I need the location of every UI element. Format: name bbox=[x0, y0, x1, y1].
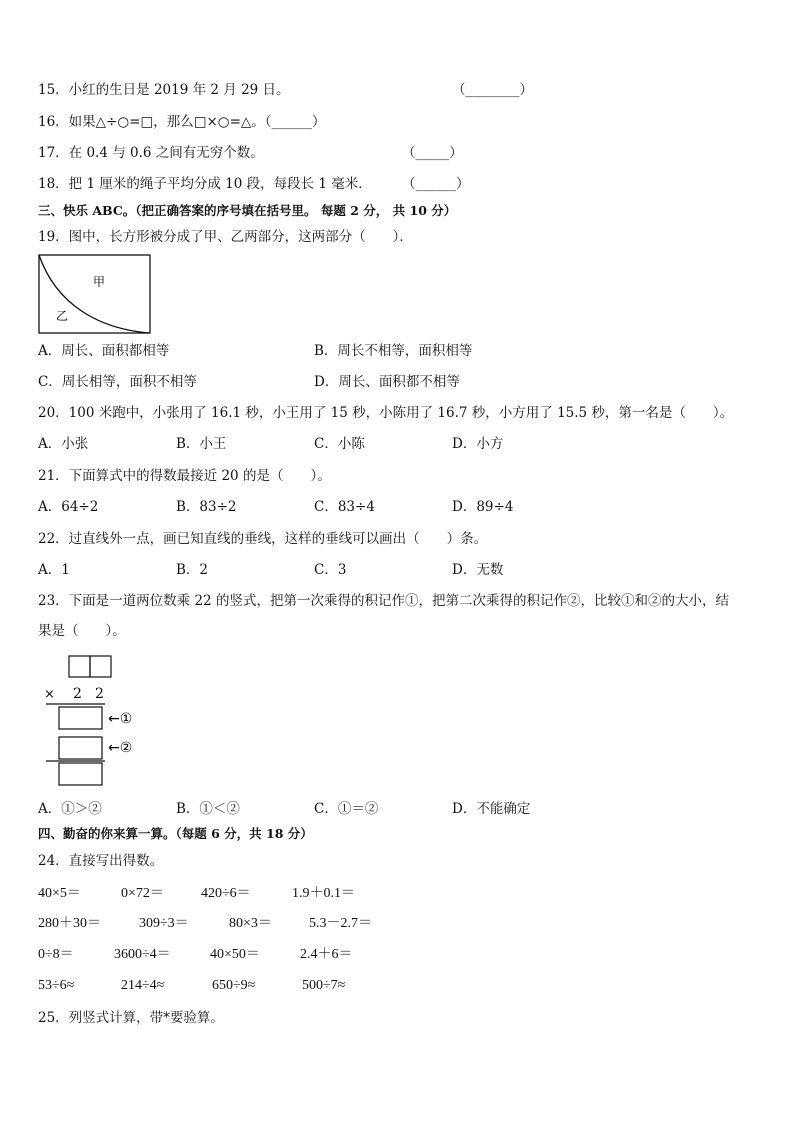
arrow-label-1: ←① bbox=[108, 711, 133, 727]
q17-answer-blank[interactable]: （_____） bbox=[402, 145, 463, 161]
q23-option-a[interactable]: A．①＞② bbox=[38, 801, 102, 817]
q17-text: 17．在 0.4 与 0.6 之间有无穷个数。 bbox=[38, 145, 264, 161]
calc-item: 214÷4≈ bbox=[121, 978, 165, 993]
calc-item: 3600÷4＝ bbox=[114, 947, 171, 962]
calc-item: 650÷9≈ bbox=[212, 978, 256, 993]
q22-option-a[interactable]: A．1 bbox=[38, 562, 70, 578]
q19-option-a[interactable]: A．周长、面积都相等 bbox=[38, 343, 170, 359]
digit-box-ones bbox=[90, 656, 111, 677]
q18-text: 18．把 1 厘米的绳子平均分成 10 段，每段长 1 毫米． bbox=[38, 176, 372, 192]
label-yi: 乙 bbox=[56, 309, 69, 323]
calc-item: 280＋30＝ bbox=[38, 916, 101, 931]
q23-option-d[interactable]: D．不能确定 bbox=[452, 801, 531, 817]
partial-product-2-box bbox=[59, 737, 102, 759]
partial-product-1-box bbox=[59, 707, 102, 729]
q16-text: 16．如果△÷○=□，那么□×○=△。（______） bbox=[38, 114, 326, 130]
arrow-label-2: ←② bbox=[108, 740, 133, 756]
q22-option-b[interactable]: B．2 bbox=[176, 562, 209, 578]
digit-box-tens bbox=[69, 656, 90, 677]
calc-item: 1.9＋0.1＝ bbox=[292, 886, 355, 901]
q23-stem-line2: 果是（ ）。 bbox=[38, 623, 126, 639]
calc-item: 40×5＝ bbox=[38, 886, 81, 901]
q20-option-c[interactable]: C．小陈 bbox=[314, 436, 365, 452]
q22-option-c[interactable]: C．3 bbox=[314, 562, 347, 578]
q20-option-b[interactable]: B．小王 bbox=[176, 436, 227, 452]
q19-stem: 19．图中，长方形被分成了甲、乙两部分，这两部分（ ）． bbox=[38, 229, 413, 245]
q19-rectangle-figure bbox=[38, 254, 152, 336]
calc-item: 80×3＝ bbox=[229, 916, 272, 931]
q20-option-a[interactable]: A．小张 bbox=[38, 436, 89, 452]
q23-stem-line1: 23．下面是一道两位数乘 22 的竖式，把第一次乘得的积记作①，把第二次乘得的积记作②，比较①和②的大小，结 bbox=[38, 593, 729, 609]
q21-option-c[interactable]: C．83÷4 bbox=[314, 499, 375, 515]
calc-item: 40×50＝ bbox=[210, 947, 260, 962]
q19-option-b[interactable]: B．周长不相等，面积相等 bbox=[314, 343, 473, 359]
calc-item: 0÷8＝ bbox=[38, 947, 74, 962]
q21-option-d[interactable]: D．89÷4 bbox=[452, 499, 514, 515]
q18-answer-blank[interactable]: （______） bbox=[402, 176, 470, 192]
q23-vertical-multiplication-figure bbox=[38, 652, 158, 788]
q24-stem: 24．直接写出得数。 bbox=[38, 853, 164, 869]
calc-item: 53÷6≈ bbox=[38, 978, 75, 993]
section3-heading: 三、快乐 ABC。（把正确答案的序号填在括号里。 每题 2 分， 共 10 分） bbox=[38, 203, 457, 218]
q20-stem: 20．100 米跑中，小张用了 16.1 秒，小王用了 15 秒，小陈用了 16.7 秒，小方用了 15.5 秒，第一名是（ ）。 bbox=[38, 405, 734, 421]
q20-option-d[interactable]: D．小方 bbox=[452, 436, 504, 452]
q25-stem: 25．列竖式计算，带*要验算。 bbox=[38, 1010, 224, 1026]
q15-text: 15．小红的生日是 2019 年 2 月 29 日。 bbox=[38, 82, 290, 98]
q21-option-b[interactable]: B．83÷2 bbox=[176, 499, 237, 515]
final-product-box bbox=[59, 763, 102, 785]
multiplier-digit-1: 2 bbox=[73, 686, 82, 702]
calc-item: 0×72＝ bbox=[121, 886, 164, 901]
q21-option-a[interactable]: A．64÷2 bbox=[38, 499, 99, 515]
section4-heading: 四、勤奋的你来算一算。（每题 6 分，共 18 分） bbox=[38, 826, 313, 841]
multiplier-digit-2: 2 bbox=[95, 686, 104, 702]
q22-option-d[interactable]: D．无数 bbox=[452, 562, 504, 578]
q23-option-b[interactable]: B．①＜② bbox=[176, 801, 240, 817]
q15-answer-blank[interactable]: （________） bbox=[452, 82, 533, 98]
calc-item: 500÷7≈ bbox=[302, 978, 346, 993]
calc-item: 2.4＋6＝ bbox=[300, 947, 353, 962]
q19-option-d[interactable]: D．周长、面积都不相等 bbox=[314, 374, 460, 390]
calc-item: 5.3－2.7＝ bbox=[309, 916, 372, 931]
times-sign: × bbox=[44, 687, 55, 702]
calc-item: 309÷3＝ bbox=[139, 916, 189, 931]
q21-stem: 21．下面算式中的得数最接近 20 的是（ ）。 bbox=[38, 468, 331, 484]
q22-stem: 22．过直线外一点，画已知直线的垂线，这样的垂线可以画出（ ）条。 bbox=[38, 531, 488, 547]
label-jia: 甲 bbox=[93, 275, 106, 289]
q23-option-c[interactable]: C．①＝② bbox=[314, 801, 379, 817]
q19-option-c[interactable]: C．周长相等，面积不相等 bbox=[38, 374, 197, 390]
calc-item: 420÷6＝ bbox=[201, 886, 251, 901]
